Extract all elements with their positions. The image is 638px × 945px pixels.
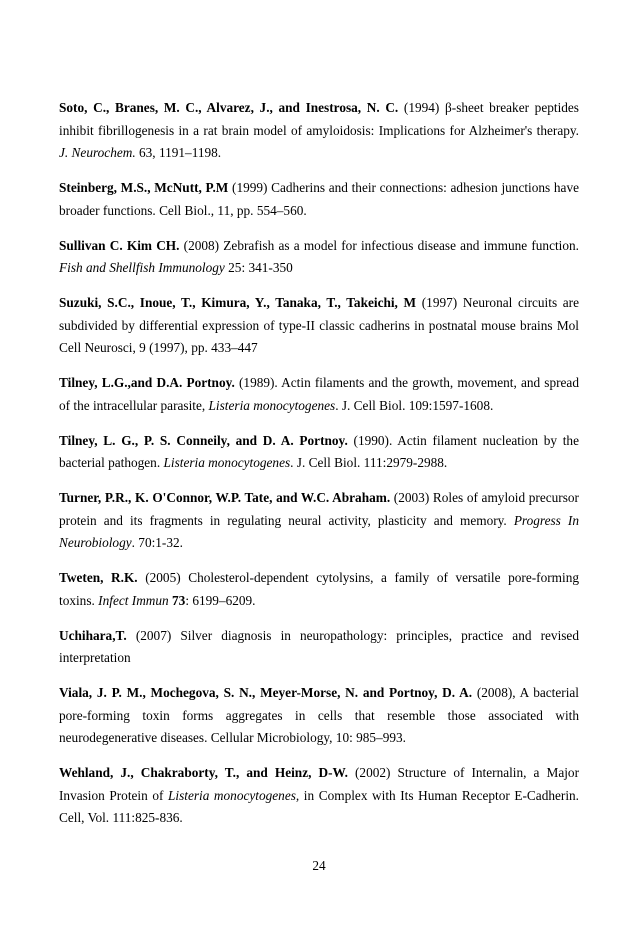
ref-pages: : 6199–6209. <box>185 592 256 608</box>
ref-text-tail: 25: 341-350 <box>224 260 293 275</box>
ref-text-tail: in Complex with Its Human Receptor E-Cadherin. Cell, Vol. 111:825-836. <box>59 787 579 825</box>
ref-journal: Fish and Shellfish Immunology <box>59 260 225 275</box>
ref-text: (1999) Cadherins and their connections: adhesion junctions have broader functions. Cell Biol., 11, pp. 554–560. <box>59 180 579 218</box>
ref-text-tail: . J. Cell Biol. 111:2979-2988. <box>290 455 448 470</box>
reference-sullivan <box>59 235 579 280</box>
reference-suzuki <box>59 292 579 360</box>
reference-list <box>59 97 579 842</box>
ref-authors: Soto, C., Branes, M. C., Alvarez, J., and Inestrosa, N. C. <box>59 100 399 115</box>
reference-tweten <box>59 567 579 612</box>
ref-journal: Progress In Neurobiology <box>59 512 579 550</box>
ref-journal: Listeria monocytogenes, <box>167 787 300 803</box>
reference-viala <box>59 682 579 750</box>
reference-soto <box>59 97 579 165</box>
ref-authors: Suzuki, S.C., Inoue, T., Kimura, Y., Tanaka, T., Takeichi, M <box>59 295 417 310</box>
ref-text: (2008) Zebrafish as a model for infectious disease and immune function. <box>179 237 579 253</box>
reference-tilney-1990 <box>59 430 579 475</box>
reference-tilney-1989 <box>59 372 579 417</box>
ref-authors: Turner, P.R., K. O'Connor, W.P. Tate, and W.C. Abraham. <box>59 490 391 505</box>
ref-authors: Steinberg, M.S., McNutt, P.M <box>59 180 229 195</box>
ref-volume: 73 <box>172 592 186 608</box>
ref-authors: Wehland, J., Chakraborty, T., and Heinz, D-W. <box>59 765 348 780</box>
page-number: 24 <box>312 858 326 873</box>
ref-text-tail: 63, 1191–1198. <box>135 145 222 160</box>
ref-authors: Viala, J. P. M., Mochegova, S. N., Meyer-Morse, N. and Portnoy, D. A. <box>59 685 473 700</box>
ref-text: (1997) Neuronal circuits are subdivided by differential expression of type-II classic cadherins in postnatal mouse brains Mol Cell Neurosci, 9 (1997), pp. 433–447 <box>59 295 580 355</box>
ref-authors: Sullivan C. Kim CH. <box>59 237 180 253</box>
reference-turner <box>59 487 579 555</box>
ref-authors: Uchihara,T. <box>59 627 127 643</box>
ref-authors: Tweten, R.K. <box>59 570 138 585</box>
ref-text-tail: . 70:1-32. <box>131 535 183 550</box>
ref-text: (2002) Structure of Internalin, a Major Invasion Protein of <box>59 765 580 803</box>
ref-text-tail: . J. Cell Biol. 109:1597-1608. <box>335 397 494 413</box>
ref-journal: Infect Immun <box>98 592 169 608</box>
reference-steinberg <box>59 177 579 222</box>
ref-text: (1989). Actin filaments and the growth, movement, and spread of the intracellular parasite, <box>59 375 579 413</box>
ref-journal: Listeria monocytogenes <box>163 455 291 470</box>
reference-wehland <box>59 762 579 830</box>
ref-text: (2007) Silver diagnosis in neuropathology: principles, practice and revised interpretation <box>59 627 579 665</box>
ref-authors: Tilney, L. G., P. S. Conneily, and D. A. Portnoy. <box>59 432 348 448</box>
ref-text: (2003) Roles of amyloid precursor protein and its fragments in regulating neural activity, plasticity and memory. <box>59 490 579 528</box>
ref-text: (1990). Actin filament nucleation by the bacterial pathogen. <box>59 432 579 470</box>
ref-text: (1994) β-sheet breaker peptides inhibit fibrillogenesis in a rat brain model of amyloidosis: Implications for Alzheimer's therapy. <box>59 100 579 138</box>
ref-authors: Tilney, L.G.,and D.A. Portnoy. <box>59 375 235 390</box>
ref-text: (2005) Cholesterol-dependent cytolysins, a family of versatile pore-forming toxins. <box>59 570 579 608</box>
ref-journal: J. Neurochem. <box>59 145 136 160</box>
ref-journal: Listeria monocytogenes <box>208 397 336 413</box>
ref-text: (2008), A bacterial pore-forming toxin forms aggregates in cells that resemble those associated with neurodegenerative diseases. Cellular Microbiology, 10: 985–993. <box>59 685 579 745</box>
reference-uchihara <box>59 625 579 670</box>
